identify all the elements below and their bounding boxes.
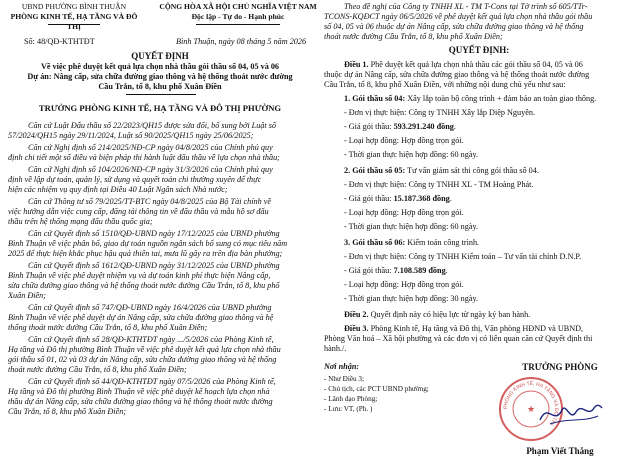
package-contract-type: - Loại hợp đồng: Hợp đồng trọn gói.: [344, 208, 464, 217]
article-1-line: Điều 1. Phê duyệt kết quả lựa chọn nhà thầu các gói thầu số 04, 05 và 06: [344, 60, 583, 69]
basis-line: Căn cứ Nghị định số 104/2026/NĐ-CP ngày 31/3/2026 của Chính phủ quy: [28, 165, 273, 174]
package-contractor: - Đơn vị thực hiện: Công ty TNHH Xây lắp Diệp Nguyên.: [344, 108, 535, 117]
package-contractor: - Đơn vị thực hiện: Công ty TNHH Kiểm toán – Tư vấn tài chính D.N.P.: [344, 252, 582, 261]
package-contract-type: - Loại hợp đồng: Hợp đồng trọn gói.: [344, 136, 464, 145]
basis-line: 57/2024/QH15 ngày 29/11/2024, Luật số 90/2025/QH15 ngày 25/06/2025;: [8, 131, 254, 140]
basis-line: Cầu Trắn, tổ 8, khu phố Xuân Điền;: [8, 407, 127, 416]
article-2: Điều 2. Quyết định này có hiệu lực từ ngày ký ban hành.: [344, 310, 531, 319]
basis-line: định về lập dự toán, quản lý, sử dụng và quyết toán chi thường xuyên để thực: [8, 175, 262, 184]
package-price: - Giá gói thầu: 7.108.589 đồng.: [344, 266, 448, 275]
package-contract-type: - Loại hợp đồng: Hợp đồng trọn gói.: [344, 280, 464, 289]
basis-line: Căn cứ Quyết định số 28/QĐ-KTHTĐT ngày .../5/2026 của Phòng Kinh tế,: [28, 335, 274, 344]
article-3-line: hành./.: [324, 344, 347, 353]
svg-text:★: ★: [526, 404, 536, 414]
basis-line: Căn cứ Quyết định số 44/QĐ-KTHTĐT ngày 07/5/2026 của Phòng Kinh tế,: [28, 377, 276, 386]
agency-header: [4, 2, 144, 32]
package-title: 3. Gói thầu số 06: Kiểm toán công trình.: [344, 238, 480, 247]
agency-name: PHÒNG KINH TẾ, HẠ TẦNG VÀ ĐÔ THỊ: [10, 12, 138, 31]
country-name: CỘNG HÒA XÃ HỘI CHỦ NGHĨA VIỆT NAM: [159, 2, 317, 11]
basis-line: 2025 để thực hiện khắc phục hậu quả thiên tai, mưa lũ gây ra trên địa bàn phường;: [8, 249, 283, 258]
package-contractor: - Đơn vị thực hiện: Công ty TNHH XL - TM Hoàng Phát.: [344, 180, 534, 189]
basis-line: thầu dự án Nâng cấp, sửa chữa đường giao thông và hệ thống thoát nước đường: [8, 397, 273, 406]
basis-line: thầu trên hệ thống mạng đấu thầu quốc gia;: [8, 217, 153, 226]
seal-text: PHÒNG KINH TẾ, HẠ TẦNG VÀ ĐÔ THỊ: [502, 380, 560, 427]
agency-parent: UBND PHƯỜNG BÌNH THUẬN: [21, 2, 127, 11]
article-3-line: Phòng Văn hoá – Xã hội phường và các đơn vị có liên quan căn cứ Quyết định thi: [324, 334, 593, 343]
handwritten-signature: [536, 396, 606, 430]
national-motto: Độc lập - Tự do - Hạnh phúc: [191, 12, 285, 21]
basis-line: Hạ tầng và Đô thị phường Bình Thuận về việc phê duyệt kết quả lựa chọn nhà thầu: [8, 345, 281, 354]
package-price: - Giá gói thầu: 15.187.368 đồng.: [344, 194, 452, 203]
basis-line: Căn cứ Luật Đấu thầu số 22/2023/QH15 được sửa đổi, bổ sung bởi Luật số: [28, 121, 276, 130]
basis-line: Bình Thuận về việc phê duyệt nhiệm vụ và dự toán kinh phí thực hiện Nâng cấp,: [8, 271, 271, 280]
proposal-line: Theo đề nghị của Công ty TNHH XL - TM T-Cons tại Tờ trình số 605/TTr-: [344, 2, 588, 11]
package-title: 1. Gói thầu số 04: Xây lắp toàn bộ công trình + đảm bảo an toàn giao thông.: [344, 94, 597, 103]
recipient-item: - Như Điều 3;: [324, 375, 365, 383]
basis-line: sửa chữa đường giao thông và hệ thống thoát nước đường Cầu Trắn, tổ 8, khu phố: [8, 281, 280, 290]
signer-title: TRƯỞNG PHÒNG: [522, 362, 598, 372]
proposal-line: số 04, 05 và 06 thuộc dự án Nâng cấp, sửa chữa đường giao thông và hệ thống: [324, 22, 584, 31]
basis-line: Bình Thuận về việc phê duyệt dự án Nâng cấp, sửa chữa đường giao thông và hệ: [8, 313, 274, 322]
article-1-label: Điều 1.: [344, 60, 369, 69]
basis-line: Bình Thuận về việc phân bổ, giao dự toán nguồn ngân sách bổ sung có mục tiêu năm: [8, 239, 288, 248]
basis-line: định chi tiết một số điều và biện pháp thi hành luật đấu thầu về lựa chọn nhà thầu;: [8, 153, 280, 162]
basis-line: Căn cứ Quyết định số 747/QĐ-UBND ngày 16/4/2026 của UBND phường: [28, 303, 272, 312]
basis-line: Căn cứ Quyết định số 1612/QĐ-UBND ngày 31/12/2025 của UBND phường: [28, 261, 280, 270]
basis-line: Căn cứ Thông tư số 79/2025/TT-BTC ngày 04/8/2025 của Bộ Tài chính về: [28, 197, 272, 206]
basis-line: Căn cứ Nghị định số 214/2025/NĐ-CP ngày 04/8/2025 của Chính phủ quy: [28, 143, 273, 152]
basis-line: việc hướng dẫn việc cung cấp, đăng tải thông tin về đấu thầu và mẫu hồ sơ đấu: [8, 207, 269, 216]
package-duration: - Thời gian thực hiện hợp đồng: 60 ngày.: [344, 222, 479, 231]
article-3-line: Điều 3. Phòng Kinh tế, Hạ tầng và Đô thị, Văn phòng HĐND và UBND,: [344, 324, 584, 333]
doc-number: Số: 48/QĐ-KTHTĐT: [24, 37, 95, 46]
package-price: - Giá gói thầu: 593.291.240 đồng.: [344, 122, 456, 131]
proposal-line: TCONS-KQĐCT ngày 06/5/2026 về phê duyệt kết quả lựa chọn nhà thầu gói thầu: [324, 12, 593, 21]
article-1-line: Cầu Trắn, tổ 8, khu phố Xuân Điền, với những nội dung chủ yếu như sau:: [324, 80, 566, 89]
basis-line: Xuân Điền;: [8, 291, 46, 300]
recipients-heading: Nơi nhận:: [324, 362, 360, 371]
authority-heading: TRƯỞNG PHÒNG KINH TẾ, HẠ TẦNG VÀ ĐÔ THỊ PHƯỜNG: [38, 103, 282, 113]
recipient-item: - Lãnh đạo Phòng;: [324, 395, 378, 403]
place-date: Bình Thuận, ngày 08 tháng 5 năm 2026: [176, 37, 307, 46]
doc-type: QUYẾT ĐỊNH: [131, 51, 189, 61]
basis-line: Căn cứ Quyết định số 1510/QĐ-UBND ngày 17/12/2025 của UBND phường: [28, 229, 280, 238]
decision-heading: QUYẾT ĐỊNH:: [448, 45, 510, 55]
agency-underline: [48, 24, 100, 25]
package-duration: - Thời gian thực hiện hợp đồng: 30 ngày.: [344, 294, 479, 303]
motto-underline: [196, 24, 280, 25]
recipient-item: - Chủ tịch, các PCT UBND phường;: [324, 385, 429, 393]
basis-line: Hạ tầng và Đô thị phường Bình Thuận về việc phê duyệt kế hoạch lựa chọn nhà: [8, 387, 270, 396]
package-duration: - Thời gian thực hiện hợp đồng: 60 ngày.: [344, 150, 479, 159]
subject-line-2: Dự án: Nâng cấp, sửa chữa đường giao thông và hệ thống thoát nước đường: [27, 72, 293, 81]
package-title: 2. Gói thầu số 05: Tư vấn giám sát thi công gói thầu số 04.: [344, 166, 539, 175]
subject-line-3: Cầu Trắn, tổ 8, khu phố Xuân Điền: [98, 82, 222, 91]
basis-line: gói thầu số 01, 02 và 03 dự án Nâng cấp, sửa chữa đường giao thông và hệ thống: [8, 355, 277, 364]
basis-line: hiện các nhiệm vụ quy định tại Điều 40 Luật Ngân sách Nhà nước;: [8, 185, 228, 194]
article-1-line: thuộc dự án Nâng cấp, sửa chữa đường giao thông và hệ thống thoát nước đường: [324, 70, 590, 79]
title-underline: [126, 94, 196, 95]
national-header: [154, 2, 322, 22]
signer-name: Phạm Viết Thắng: [526, 446, 594, 456]
basis-line: thống thoát nước đường Cầu Trắn, tổ 8, khu phố Xuân Điền;: [8, 323, 208, 332]
basis-line: thoát nước đường Cầu Trắn, tổ 8, khu phố Xuân Điền;: [8, 365, 187, 374]
recipient-item: - Lưu: VT, (Ph. ): [324, 405, 373, 413]
proposal-line: thoát nước đường Cầu Trắn, tổ 8, khu phố Xuân Điền;: [324, 32, 503, 41]
subject-line-1: Về việc phê duyệt kết quả lựa chọn nhà thầu gói thầu số 04, 05 và 06: [40, 62, 280, 71]
